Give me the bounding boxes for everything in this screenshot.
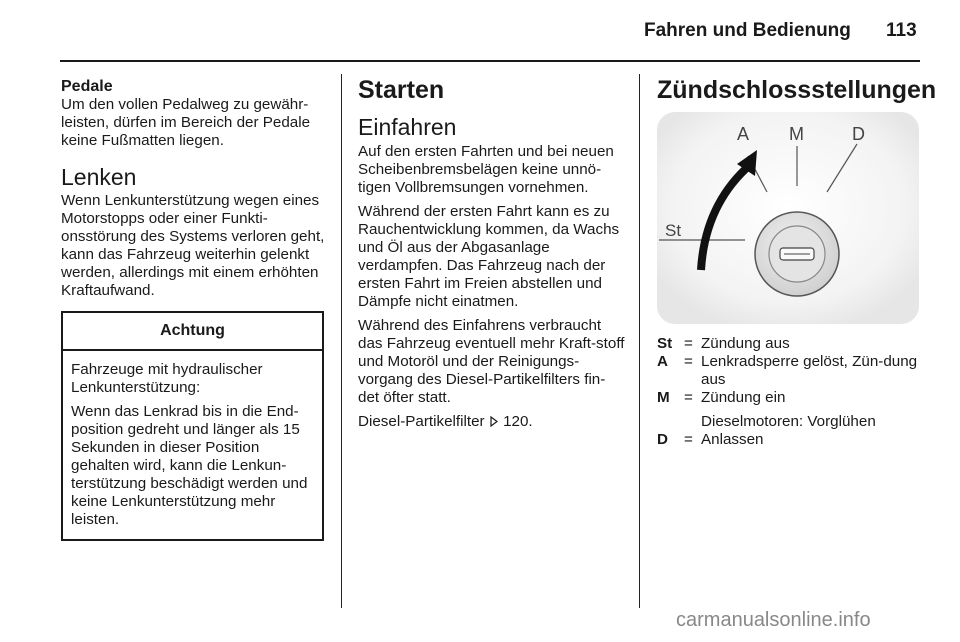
column-middle	[358, 78, 626, 431]
legend-key: A	[657, 353, 668, 370]
legend-text: Dieselmotoren: Vorglühen	[701, 413, 876, 430]
einfahren-text-4	[358, 413, 626, 431]
legend-equals: =	[684, 389, 693, 406]
warning-title: Achtung	[63, 313, 322, 351]
legend-row	[657, 431, 922, 449]
pedale-heading: Pedale	[61, 78, 113, 95]
legend-equals: =	[684, 335, 693, 352]
legend-row	[657, 389, 922, 407]
page-number: 113	[886, 20, 917, 41]
column-right	[657, 76, 937, 104]
column-left	[61, 78, 326, 541]
legend-text: Zündung ein	[701, 389, 786, 406]
legend-text: Lenkradsperre gelöst, Zün-dung aus	[701, 353, 918, 388]
column-divider-1	[341, 74, 342, 608]
dpf-label: Diesel-Partikelfilter	[358, 413, 485, 430]
legend-row	[657, 353, 922, 389]
legend-text: Zündung aus	[701, 335, 790, 352]
legend-equals: =	[684, 431, 693, 448]
label-m: M	[789, 124, 804, 144]
legend-row	[657, 413, 922, 431]
legend-key: St	[657, 335, 673, 352]
einfahren-text-2: Während der ersten Fahrt kann es zu Rauchentwicklung kommen, da Wachs und Öl aus der Abgasanlage verdampfen. Das Fahrzeug nach der ersten Fahrt im Freien abstellen und Dämpfe nicht einatmen.	[358, 203, 620, 310]
pedale-text: Um den vollen Pedalweg zu gewähr-leisten, dürfen im Bereich der Pedale keine Fußmatten liegen.	[61, 96, 311, 149]
legend-equals: =	[684, 353, 693, 370]
legend-key	[657, 413, 684, 431]
column-divider-2	[639, 74, 640, 608]
ignition-switch-illustration	[657, 112, 919, 324]
lenken-text: Wenn Lenkunterstützung wegen eines Motorstopps oder einer Funkti-onsstörung des Systems verloren geht, kann das Fahrzeug weiterhin gelenkt werden, allerdings mit einem erhöhten Kraftaufwand.	[61, 192, 325, 299]
starten-heading: Starten	[358, 76, 445, 104]
legend-key: M	[657, 389, 670, 406]
ignition-legend	[657, 335, 922, 449]
legend-row	[657, 335, 922, 353]
lenken-heading: Lenken	[61, 164, 137, 190]
legend-text: Anlassen	[701, 431, 764, 448]
einfahren-text-1: Auf den ersten Fahrten und bei neuen Scheibenbremsbelägen keine unnö-tigen Vollbremsungen vornehmen.	[358, 143, 614, 196]
header-divider	[60, 60, 920, 62]
label-st: St	[665, 221, 682, 240]
ignition-diagram	[657, 112, 919, 324]
einfahren-text-3: Während des Einfahrens verbraucht das Fahrzeug eventuell mehr Kraft-stoff und Motoröl und der Reinigungs-vorgang des Diesel-Partikelfilters fin-det öfter statt.	[358, 317, 625, 406]
header-title: Fahren und Bedienung	[644, 20, 851, 41]
legend-key: D	[657, 431, 668, 448]
warning-text-2: Wenn das Lenkrad bis in die End-position gedreht und länger als 15 Sekunden in dieser Position gehalten wird, kann die Lenkun-terstützung beschädigt werden und keine Lenkunterstützung mehr leisten.	[71, 403, 308, 528]
page-reference-icon	[489, 413, 503, 430]
label-a: A	[737, 124, 750, 144]
ignition-heading: Zündschlossstellungen	[657, 76, 937, 104]
label-d: D	[852, 124, 865, 144]
einfahren-heading: Einfahren	[358, 114, 457, 140]
warning-box	[61, 311, 324, 541]
legend-equals	[684, 413, 701, 431]
dpf-page-link[interactable]: 120.	[503, 413, 533, 430]
warning-text-1: Fahrzeuge mit hydraulischer Lenkunterstützung:	[71, 361, 263, 396]
watermark: carmanualsonline.info	[676, 609, 871, 631]
